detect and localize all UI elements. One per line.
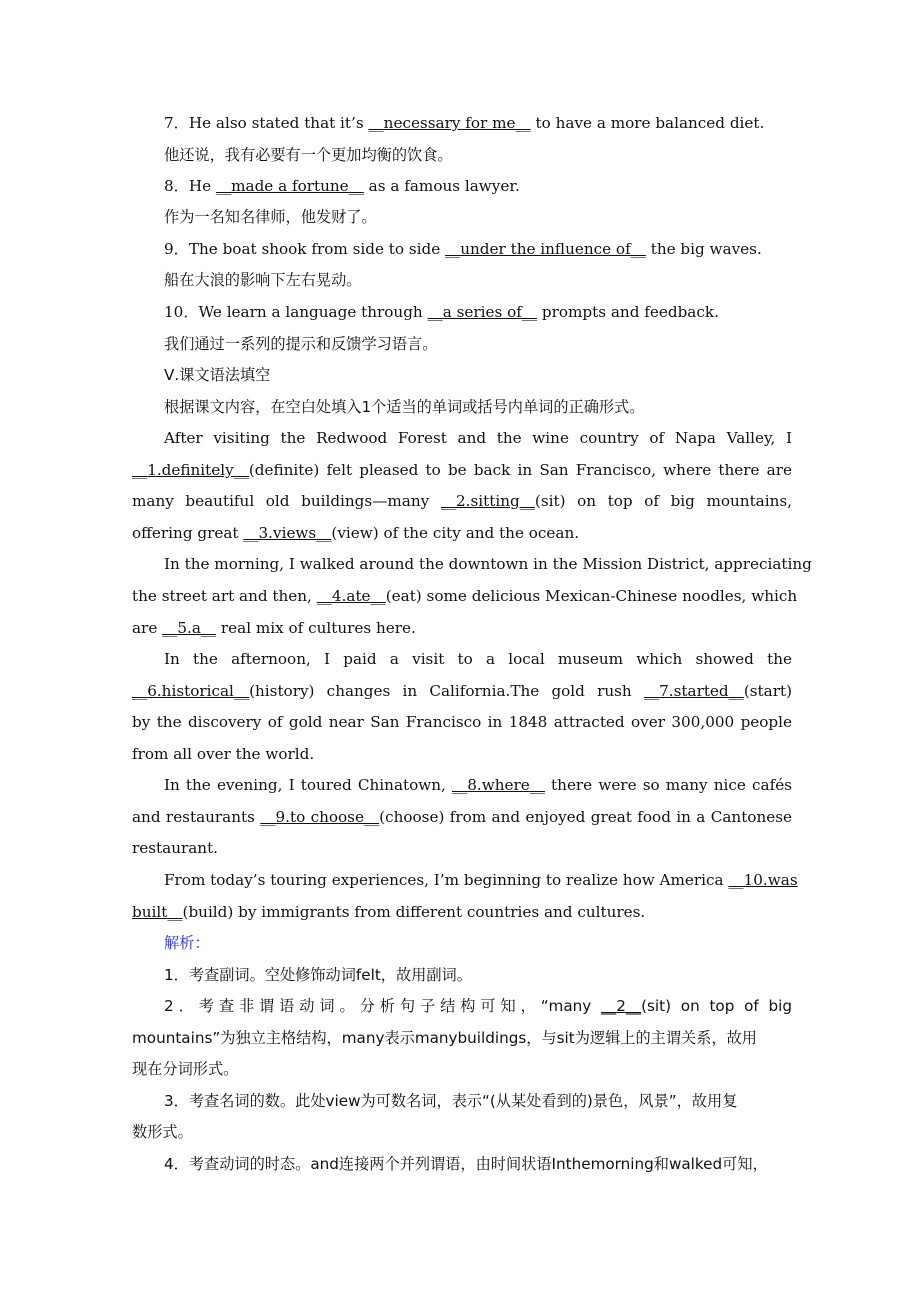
analysis-note-1: 1．考查副词。空处修饰动词felt，故用副词。 <box>164 966 472 984</box>
answer-blank-8: made a fortune <box>231 177 349 195</box>
p3-line1: In the afternoon, I paid a visit to a local museum which showed the <box>164 650 792 668</box>
blank-7: 7.started <box>659 682 729 700</box>
analysis-heading: 解析： <box>164 934 210 952</box>
p5-line2: built__(build) by immigrants from different countries and cultures. <box>132 903 646 921</box>
p3-line2: __6.historical__(history) changes in California.The gold rush __7.started__(start) <box>132 682 792 700</box>
answer-blank-9: under the influence of <box>460 240 631 258</box>
section-heading: Ⅴ.课文语法填空 <box>164 366 271 384</box>
analysis-blank-2: 2 <box>616 997 626 1015</box>
blank-10a: 10.was <box>743 871 798 889</box>
analysis-note-4-line1: 4．考查动词的时态。and连接两个并列谓语，由时间状语Inthemorning和walked可知， <box>164 1155 768 1173</box>
p1-line2: __1.definitely__(definite) felt pleased to be back in San Francisco, where there are <box>132 461 792 479</box>
item-8-translation: 作为一名知名律师，他发财了。 <box>164 208 377 226</box>
item-7-sentence: 7．He also stated that it’s __necessary for me__ to have a more balanced diet. <box>164 114 765 132</box>
analysis-note-3-line2: 数形式。 <box>132 1123 193 1141</box>
section-instruction: 根据课文内容，在空白处填入1个适当的单词或括号内单词的正确形式。 <box>164 398 645 416</box>
p2-line2: the street art and then, __4.ate__(eat) some delicious Mexican-Chinese noodles, which <box>132 587 798 605</box>
p1-line4: offering great __3.views__(view) of the city and the ocean. <box>132 524 580 542</box>
blank-4: 4.ate <box>331 587 371 605</box>
blank-9: 9.to choose <box>275 808 364 826</box>
item-7-translation: 他还说，我有必要有一个更加均衡的饮食。 <box>164 146 453 164</box>
p5-line1: From today’s touring experiences, I’m beginning to realize how America __10.was <box>164 871 798 889</box>
answer-blank-7: necessary for me <box>383 114 516 132</box>
blank-10b: built <box>132 903 168 921</box>
blank-3: 3.views <box>258 524 317 542</box>
p4-line3: restaurant. <box>132 839 219 857</box>
p2-line3: are __5.a__ real mix of cultures here. <box>132 619 416 637</box>
blank-1: 1.definitely <box>147 461 234 479</box>
p2-line1: In the morning, I walked around the downtown in the Mission District, appreciating <box>164 555 812 573</box>
analysis-note-2-line1: 2．考查非谓语动词。分析句子结构可知，“many __2__(sit) on top of big <box>164 997 792 1015</box>
p3-line4: from all over the world. <box>132 745 315 763</box>
blank-8: 8.where <box>467 776 530 794</box>
p1-line1: After visiting the Redwood Forest and the wine country of Napa Valley, I <box>164 429 792 447</box>
p1-line3: many beautiful old buildings—many __2.sitting__(sit) on top of big mountains, <box>132 492 792 510</box>
item-10-sentence: 10．We learn a language through __a series of__ prompts and feedback. <box>164 303 719 321</box>
item-9-sentence: 9．The boat shook from side to side __under the influence of__ the big waves. <box>164 240 762 258</box>
p4-line1: In the evening, I toured Chinatown, __8.where__ there were so many nice cafés <box>164 776 792 794</box>
answer-blank-10: a series of <box>442 303 522 321</box>
blank-6: 6.historical <box>147 682 234 700</box>
analysis-note-2-line3: 现在分词形式。 <box>132 1060 239 1078</box>
blank-2: 2.sitting <box>456 492 520 510</box>
analysis-note-2-line2: mountains”为独立主格结构，many表示manybuildings，与sit为逻辑上的主谓关系，故用 <box>132 1029 757 1047</box>
analysis-note-3-line1: 3．考查名词的数。此处view为可数名词，表示“(从某处看到的)景色，风景”，故用复 <box>164 1092 738 1110</box>
item-8-sentence: 8．He __made a fortune__ as a famous lawyer. <box>164 177 520 195</box>
item-10-translation: 我们通过一系列的提示和反馈学习语言。 <box>164 335 438 353</box>
blank-5: 5.a <box>177 619 201 637</box>
p3-line3: by the discovery of gold near San Francisco in 1848 attracted over 300,000 people <box>132 713 792 731</box>
item-9-translation: 船在大浪的影响下左右晃动。 <box>164 271 362 289</box>
p4-line2: and restaurants __9.to choose__(choose) from and enjoyed great food in a Cantonese <box>132 808 792 826</box>
